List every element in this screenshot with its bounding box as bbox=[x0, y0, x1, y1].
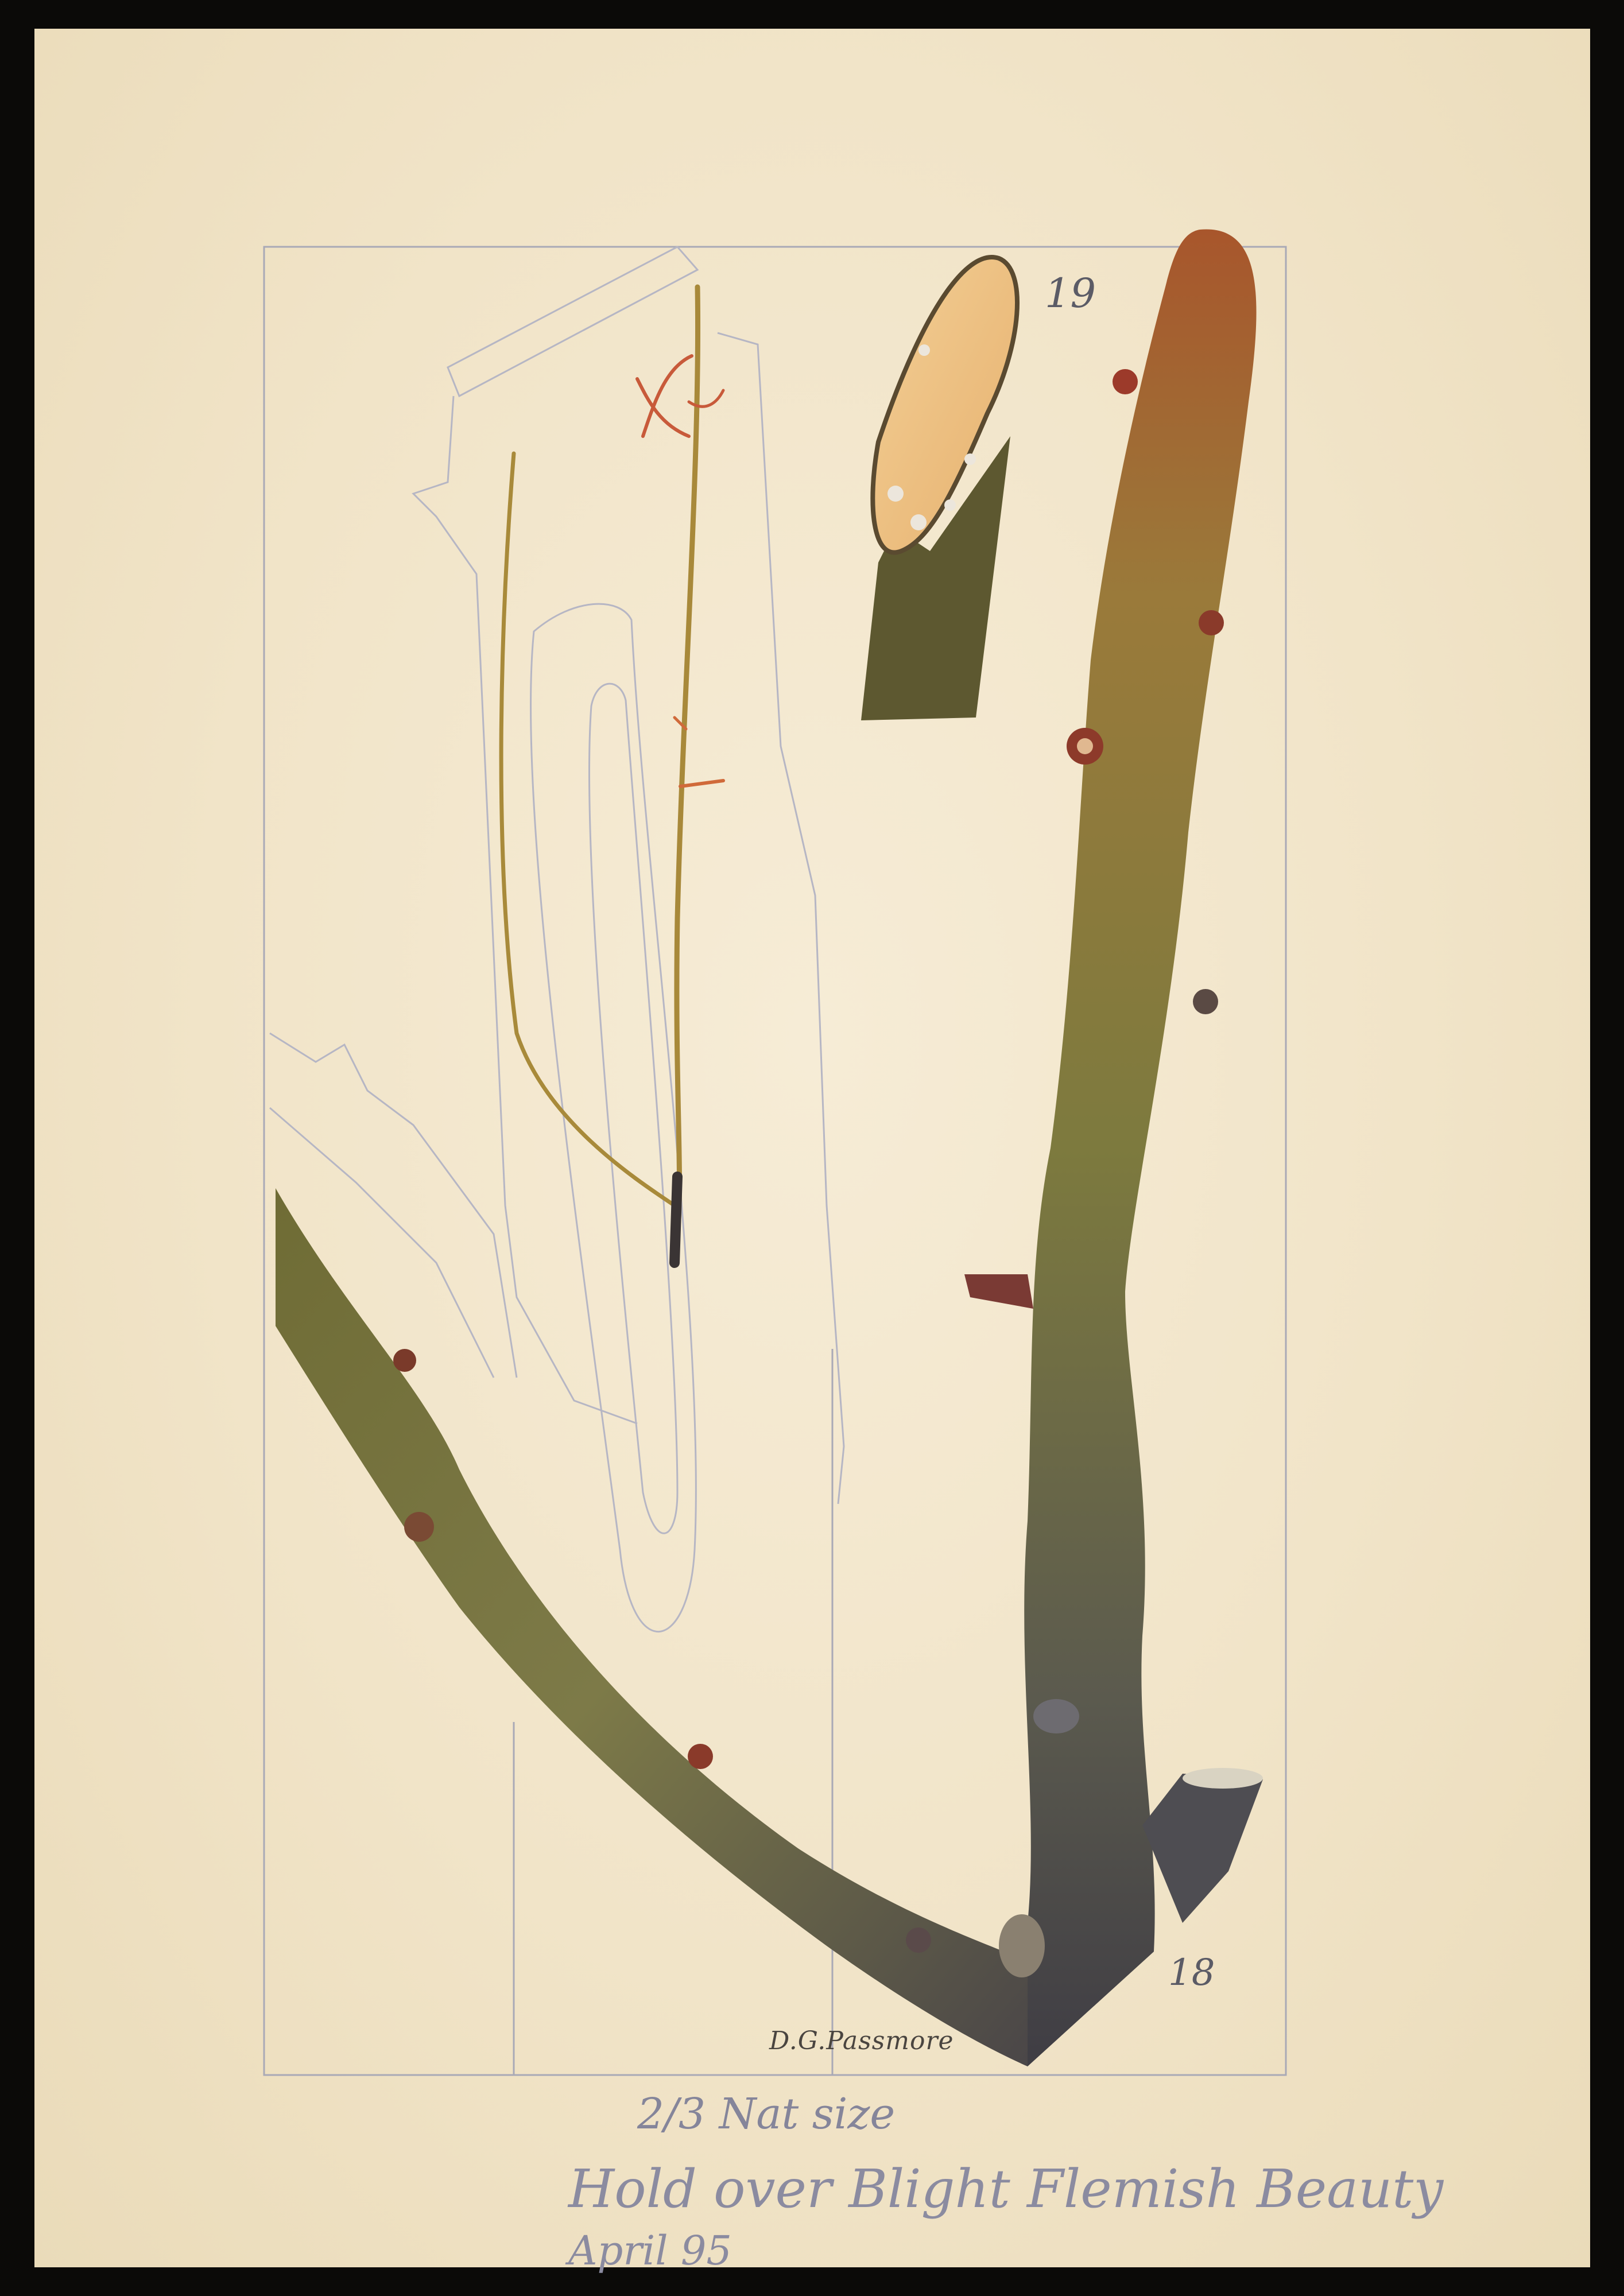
figure-number-18: 18 bbox=[1168, 1952, 1215, 1994]
figure-number-19: 19 bbox=[1045, 270, 1096, 317]
upright-branch bbox=[393, 229, 1263, 2066]
scale-note: 2/3 Nat size bbox=[637, 2089, 896, 2139]
twig-spray bbox=[501, 287, 723, 1263]
cut-section-specimen bbox=[861, 257, 1017, 720]
date-note: April 95 bbox=[568, 2227, 732, 2274]
artist-signature: D.G.Passmore bbox=[769, 2026, 954, 2055]
specimen-title: Hold over Blight Flemish Beauty bbox=[568, 2158, 1444, 2220]
